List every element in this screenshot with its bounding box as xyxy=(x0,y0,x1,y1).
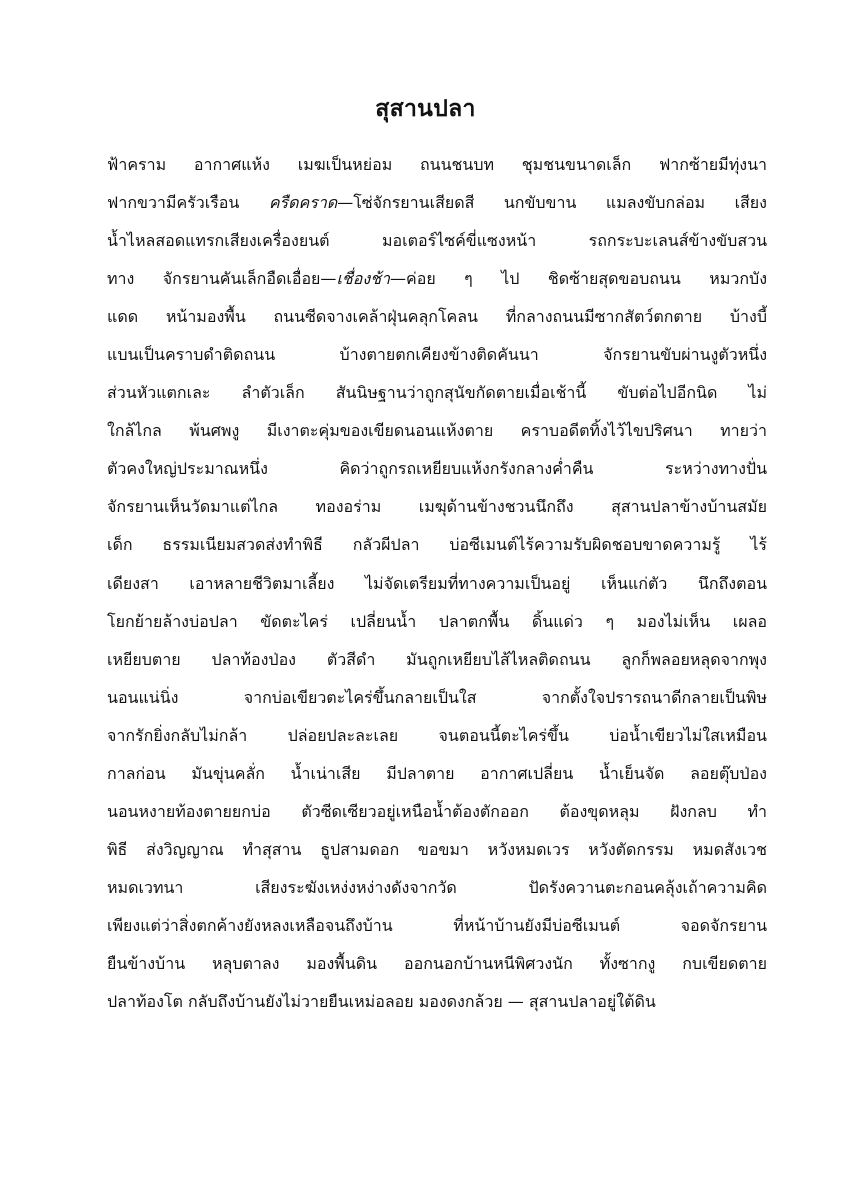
line-text: จากรักยิ่งกลับไม่กล้า ปล่อยปละละเลย จนตอนนี้ตะไคร่ขึ้น บ่อน้ำเขียวไม่ใสเหมือน xyxy=(107,725,767,745)
paragraph-line xyxy=(107,260,767,298)
line-text: —โซ่จักรยานเสียดสี นกขับขาน แมลงขับกล่อม เสียง xyxy=(337,193,767,213)
paragraph-line xyxy=(107,679,767,717)
paragraph-line xyxy=(107,450,767,488)
paragraph-line xyxy=(107,146,767,184)
line-text: ปลาท้องโต กลับถึงบ้านยังไม่วายยืนเหม่อลอย มองดงกล้วย — สุสานปลาอยู่ใต้ดิน xyxy=(107,992,656,1012)
paragraph-line xyxy=(107,374,767,412)
line-text: เดียงสา เอาหลายชีวิตมาเลี้ยง ไม่จัดเตรียมที่ทางความเป็นอยู่ เห็นแก่ตัว นึกถึงตอน xyxy=(107,573,767,593)
line-text: ทาง จักรยานคันเล็กอืดเอื่อย— xyxy=(107,269,337,289)
line-text: ส่วนหัวแตกเละ ลำตัวเล็ก สันนิษฐานว่าถูกสุนัขกัดตายเมื่อเช้านี้ ขับต่อไปอีกนิด ไม่ xyxy=(107,383,767,403)
paragraph-line xyxy=(107,603,767,641)
line-text: นอนแน่นิ่ง จากบ่อเขียวตะไคร่ขึ้นกลายเป็นใส จากตั้งใจปรารถนาดีกลายเป็นพิษ xyxy=(107,687,767,707)
line-text: โยกย้ายล้างบ่อปลา ขัดตะไคร่ เปลี่ยนน้ำ ปลาตกพื้น ดิ้นแด่ว ๆ มองไม่เห็น เผลอ xyxy=(107,611,767,631)
paragraph-line xyxy=(107,983,767,1021)
paragraph-line xyxy=(107,565,767,603)
paragraph-line xyxy=(107,869,767,907)
line-text: เพียงแต่ว่าสิ่งตกค้างยังหลงเหลือจนถึงบ้าน ที่หน้าบ้านยังมีบ่อซีเมนต์ จอดจักรยาน xyxy=(107,915,767,935)
line-text: ยืนข้างบ้าน หลุบตาลง มองพื้นดิน ออกนอกบ้านหนีพิศวงนัก ทั้งซากงู กบเขียดตาย xyxy=(107,953,767,973)
paragraph-line xyxy=(107,298,767,336)
paragraph-line xyxy=(107,526,767,564)
paragraph-line xyxy=(107,412,767,450)
paragraph-line xyxy=(107,641,767,679)
line-text: เด็ก ธรรมเนียมสวดส่งทำพิธี กลัวผีปลา บ่อซีเมนต์ไร้ความรับผิดชอบขาดความรู้ ไร้ xyxy=(107,535,767,555)
line-text: กาลก่อน มันขุ่นคลั่ก น้ำเน่าเสีย มีปลาตาย อากาศเปลี่ยน น้ำเย็นจัด ลอยตุ๊บป่อง xyxy=(107,763,767,783)
line-text: —ค่อย ๆ ไป ชิดซ้ายสุดขอบถนน หมวกบัง xyxy=(390,269,767,289)
line-text: น้ำไหลสอดแทรกเสียงเครื่องยนต์ มอเตอร์ไซค์ขี่แซงหน้า รถกระบะเลนส์ข้างขับสวน xyxy=(107,231,767,251)
line-text: หมดเวทนา เสียงระฆังเหง่งหง่างดังจากวัด ปัดรังควานตะกอนคลุ้งเถ้าความคิด xyxy=(107,877,767,897)
line-text: ตัวคงใหญ่ประมาณหนึ่ง คิดว่าถูกรถเหยียบแห้งกรังกลางค่ำคืน ระหว่างทางปั่น xyxy=(107,459,767,479)
line-text: แดด หน้ามองพื้น ถนนซีดจางเคล้าฝุ่นคลุกโคลน ที่กลางถนนมีซากสัตว์ตกตาย บ้างบี้ xyxy=(107,307,767,327)
document-body xyxy=(107,146,767,1021)
paragraph-line xyxy=(107,945,767,983)
line-text: ฟากขวามีครัวเรือน xyxy=(107,193,269,213)
paragraph-line xyxy=(107,222,767,260)
line-text: พิธี ส่งวิญญาณ ทำสุสาน ธูปสามดอก ขอขมา หวังหมดเวร หวังตัดกรรม หมดสังเวช xyxy=(107,839,767,859)
emphasized-text: ครืดคราด xyxy=(268,193,338,213)
line-text: ฟ้าคราม อากาศแห้ง เมฆเป็นหย่อม ถนนชนบท ชุมชนขนาดเล็ก ฟากซ้ายมีทุ่งนา xyxy=(107,155,767,174)
paragraph-line xyxy=(107,488,767,526)
paragraph-line xyxy=(107,831,767,869)
document-title: สุสานปลา xyxy=(375,96,476,122)
paragraph-line xyxy=(107,755,767,793)
paragraph-line xyxy=(107,336,767,374)
paragraph-line xyxy=(107,184,767,222)
paragraph-line xyxy=(107,793,767,831)
paragraph-line xyxy=(107,907,767,945)
emphasized-text: เชื่องช้า xyxy=(336,269,391,289)
line-text: เหยียบตาย ปลาท้องป่อง ตัวสีดำ มันถูกเหยียบไส้ไหลติดถนน ลูกก็พลอยหลุดจากพุง xyxy=(107,649,767,669)
line-text: จักรยานเห็นวัดมาแต่ไกล ทองอร่าม เมฆุด้านข้างชวนนึกถึง สุสานปลาข้างบ้านสมัย xyxy=(107,497,767,517)
line-text: ใกล้ไกล พ้นศพงู มีเงาตะคุ่มของเขียดนอนแห้งตาย คราบอดีตทิ้งไว้ไขปริศนา ทายว่า xyxy=(107,421,767,441)
line-text: นอนหงายท้องตายยกบ่อ ตัวซีดเซียวอยู่เหนือน้ำต้องตักออก ต้องขุดหลุม ฝังกลบ ทำ xyxy=(107,801,767,821)
line-text: แบนเป็นคราบดำติดถนน บ้างตายตกเคียงข้างติดคันนา จักรยานขับผ่านงูตัวหนึ่ง xyxy=(107,345,767,365)
paragraph-line xyxy=(107,717,767,755)
